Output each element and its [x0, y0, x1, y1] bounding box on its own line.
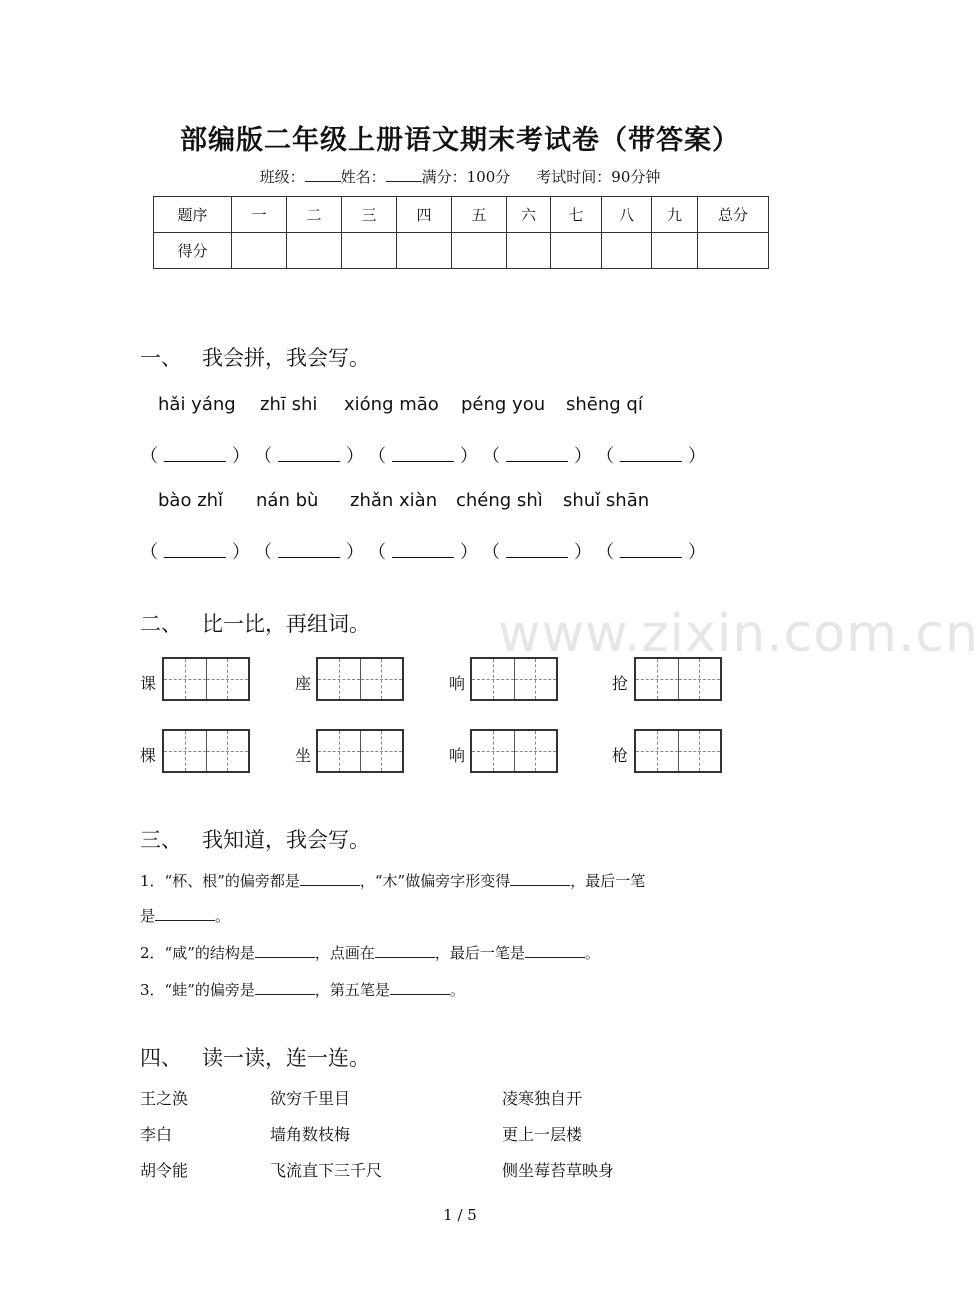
section-3-heading: 三、 我知道，我会写。	[140, 828, 370, 852]
answer-blank[interactable]	[164, 445, 226, 462]
class-blank	[305, 167, 341, 182]
header-cell: 五	[452, 197, 507, 233]
header-cell: 七	[551, 197, 602, 233]
pinyin-item: shēng qí	[566, 394, 643, 415]
score-cell[interactable]	[507, 233, 551, 269]
pinyin-item: nán bù	[256, 490, 319, 511]
answer-blank[interactable]	[375, 943, 435, 958]
answer-paren-row-1: （ ）	[368, 446, 478, 467]
compare-char: 响	[449, 674, 466, 693]
pinyin-item: shuǐ shān	[563, 490, 650, 511]
section-4-heading: 四、 读一读，连一连。	[140, 1046, 370, 1070]
score-cell[interactable]	[652, 233, 698, 269]
answer-paren-row-2: （ ）	[482, 542, 592, 563]
score-cell[interactable]	[342, 233, 397, 269]
header-cell: 总分	[698, 197, 769, 233]
section-2-heading: 二、 比一比，再组词。	[140, 612, 370, 636]
answer-paren-row-2: （ ）	[254, 542, 364, 563]
answer-blank[interactable]	[506, 445, 568, 462]
question-1-line-1: 1．“杯、根”的偏旁都是 ，“木”做偏旁字形变得 ，最后一笔	[140, 872, 646, 890]
watermark: www.zixin.com.cn	[498, 604, 979, 664]
answer-blank[interactable]	[155, 906, 215, 921]
header-cell: 九	[652, 197, 698, 233]
header-cell: 题序	[154, 197, 232, 233]
writing-grid[interactable]	[470, 729, 558, 773]
answer-blank[interactable]	[255, 980, 315, 995]
score-cell[interactable]	[397, 233, 452, 269]
header-cell: 三	[342, 197, 397, 233]
header-cell: 一	[232, 197, 287, 233]
name-blank	[386, 167, 422, 182]
exam-info	[0, 166, 920, 187]
answer-blank[interactable]	[278, 541, 340, 558]
header-cell: 四	[397, 197, 452, 233]
question-3: 3．“蛙”的偏旁是 ，第五笔是 。	[140, 981, 465, 999]
pinyin-item: bào zhǐ	[158, 490, 224, 511]
answer-blank[interactable]	[390, 980, 450, 995]
answer-blank[interactable]	[255, 943, 315, 958]
answer-paren-row-2: （ ）	[140, 542, 250, 563]
score-cell[interactable]	[452, 233, 507, 269]
poet-name: 王之涣	[140, 1089, 189, 1108]
poem-line: 飞流直下三千尺	[270, 1161, 383, 1180]
answer-blank[interactable]	[300, 871, 360, 886]
header-cell: 八	[602, 197, 652, 233]
pinyin-item: hǎi yáng	[158, 394, 236, 415]
writing-grid[interactable]	[162, 729, 250, 773]
pinyin-item: zhī shi	[260, 394, 318, 415]
compare-char: 抢	[612, 674, 629, 693]
compare-char: 坐	[295, 746, 312, 765]
answer-blank[interactable]	[278, 445, 340, 462]
poet-name: 胡令能	[140, 1161, 189, 1180]
answer-paren-row-1: （ ）	[254, 446, 364, 467]
pinyin-item: péng you	[461, 394, 546, 415]
score-cell[interactable]	[602, 233, 652, 269]
page-title: 部编版二年级上册语文期末考试卷（带答案）	[180, 125, 740, 156]
score-cell[interactable]	[232, 233, 287, 269]
answer-paren-row-2: （ ）	[596, 542, 706, 563]
compare-char: 枪	[612, 746, 629, 765]
writing-grid[interactable]	[634, 657, 722, 701]
answer-blank[interactable]	[506, 541, 568, 558]
compare-char: 座	[295, 674, 312, 693]
score-row-label: 得分	[154, 233, 232, 269]
compare-char: 棵	[140, 746, 157, 765]
question-1-line-2: 是 。	[140, 907, 231, 925]
score-cell[interactable]	[551, 233, 602, 269]
writing-grid[interactable]	[316, 729, 404, 773]
poem-line: 欲穷千里目	[270, 1089, 351, 1108]
poem-line: 墙角数枝梅	[270, 1125, 351, 1144]
answer-blank[interactable]	[164, 541, 226, 558]
score-header-row	[154, 197, 769, 233]
compare-char: 课	[140, 674, 157, 693]
writing-grid[interactable]	[470, 657, 558, 701]
writing-grid[interactable]	[634, 729, 722, 773]
writing-grid[interactable]	[162, 657, 250, 701]
answer-paren-row-1: （ ）	[482, 446, 592, 467]
answer-paren-row-1: （ ）	[596, 446, 706, 467]
writing-grid[interactable]	[316, 657, 404, 701]
score-cell[interactable]	[698, 233, 769, 269]
score-table	[153, 196, 769, 269]
header-cell: 二	[287, 197, 342, 233]
pinyin-item: xióng māo	[344, 394, 439, 415]
section-1-heading: 一、 我会拼，我会写。	[140, 346, 370, 370]
answer-blank[interactable]	[392, 541, 454, 558]
score-cell[interactable]	[287, 233, 342, 269]
page-number: 1 / 5	[443, 1206, 477, 1224]
answer-blank[interactable]	[620, 445, 682, 462]
answer-blank[interactable]	[525, 943, 585, 958]
poet-name: 李白	[140, 1125, 173, 1144]
pinyin-item: zhǎn xiàn	[350, 490, 438, 511]
poem-line: 凌寒独自开	[502, 1089, 583, 1108]
compare-char: 响	[449, 746, 466, 765]
poem-line: 侧坐莓苔草映身	[502, 1161, 615, 1180]
score-row	[154, 233, 769, 269]
name-label: 姓名：	[340, 168, 386, 186]
answer-blank[interactable]	[510, 871, 570, 886]
class-label: 班级：	[259, 168, 305, 186]
answer-blank[interactable]	[620, 541, 682, 558]
answer-blank[interactable]	[392, 445, 454, 462]
header-cell: 六	[507, 197, 551, 233]
pinyin-item: chéng shì	[456, 490, 543, 511]
answer-paren-row-1: （ ）	[140, 446, 250, 467]
time-label: 考试时间：90分钟	[536, 168, 661, 186]
poem-line: 更上一层楼	[502, 1125, 583, 1144]
question-2: 2．“咸”的结构是 ，点画在 ，最后一笔是 。	[140, 944, 600, 962]
score-label: 满分：100分	[421, 168, 511, 186]
answer-paren-row-2: （ ）	[368, 542, 478, 563]
